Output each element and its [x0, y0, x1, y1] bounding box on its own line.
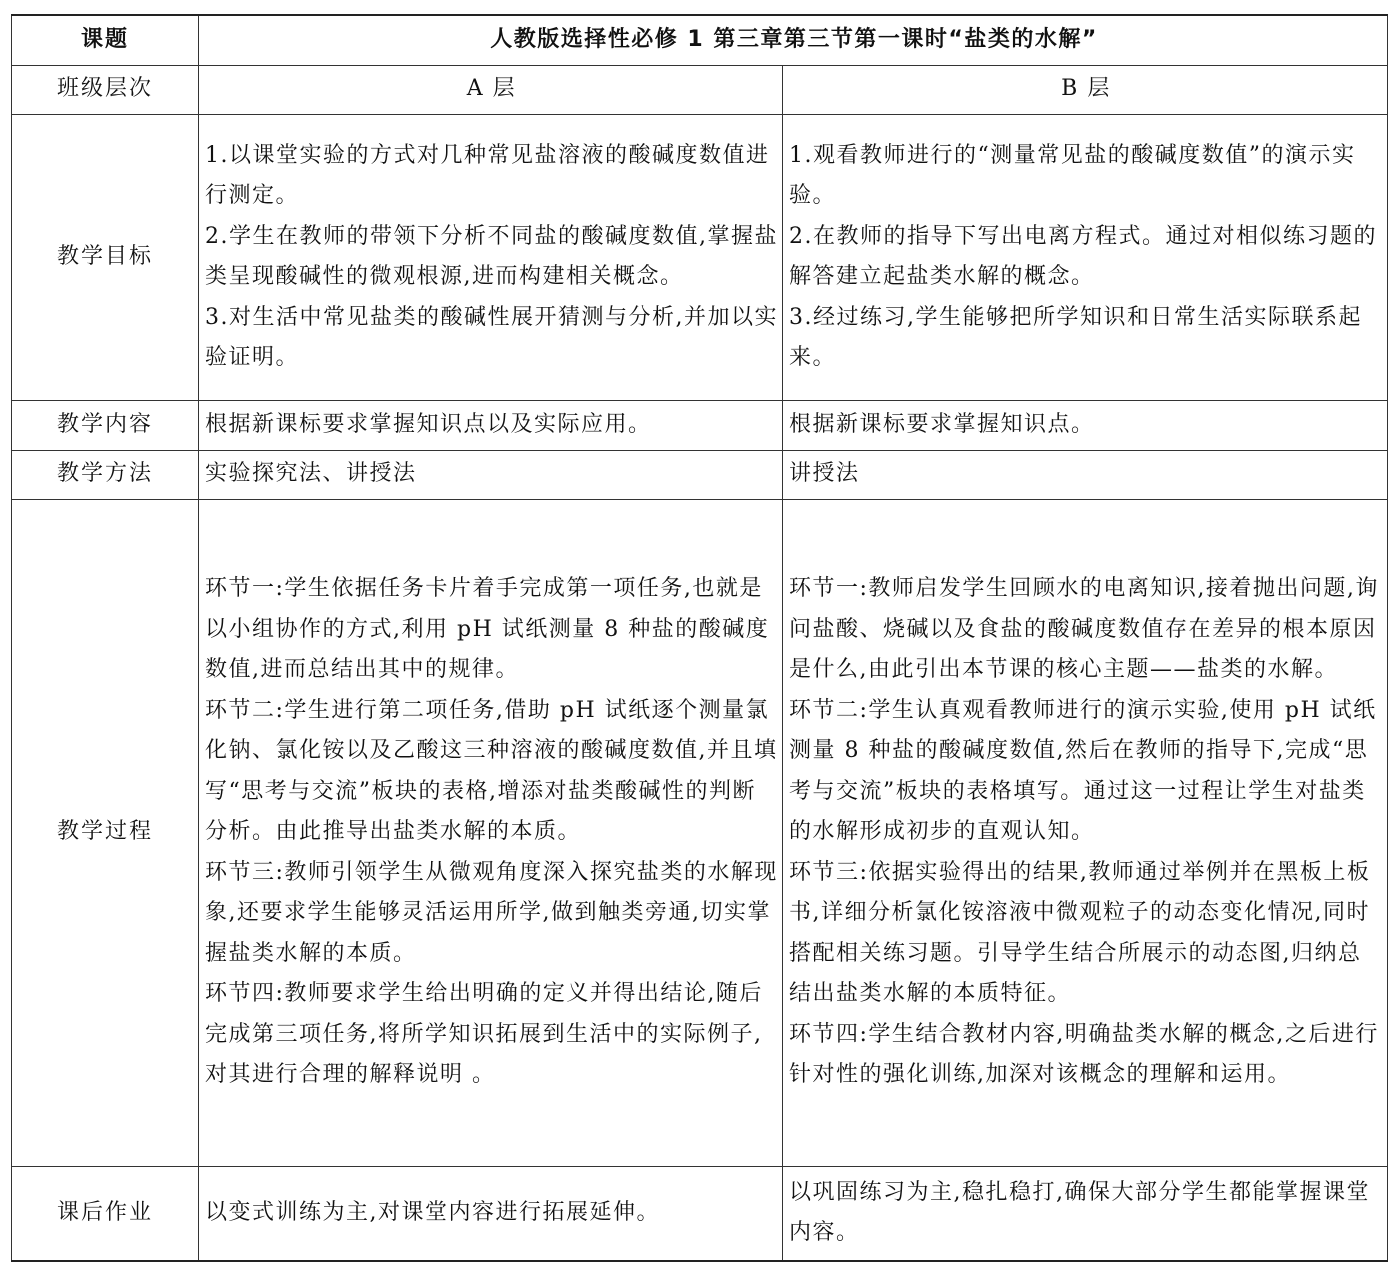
row-topic [12, 15, 1388, 65]
level-b: B 层 [783, 65, 1388, 114]
row-level [12, 65, 1388, 114]
process-a-step: 环节四:教师要求学生给出明确的定义并得出结论,随后完成第三项任务,将所学知识拓展到生活中的实际例子,对其进行合理的解释说明 。 [205, 981, 763, 1088]
row-content [12, 400, 1388, 450]
topic-label: 课题 [12, 15, 199, 65]
goals-a-item: 2.学生在教师的带领下分析不同盐的酸碱度数值,掌握盐类呈现酸碱性的微观根源,进而构建相关概念。 [205, 223, 778, 289]
goals-b-item: 2.在教师的指导下写出电离方程式。通过对相似练习题的解答建立起盐类水解的概念。 [789, 223, 1377, 289]
method-b: 讲授法 [783, 450, 1388, 499]
row-goals [12, 114, 1388, 400]
goals-b-item: 3.经过练习,学生能够把所学知识和日常生活实际联系起来。 [789, 304, 1362, 370]
goals-a [199, 114, 783, 400]
process-a-step: 环节三:教师引领学生从微观角度深入探究盐类的水解现象,还要求学生能够灵活运用所学,做到触类旁通,切实掌握盐类水解的本质。 [205, 859, 778, 966]
process-b-step: 环节三:依据实验得出的结果,教师通过举例并在黑板上板书,详细分析氯化铵溶液中微观粒子的动态变化情况,同时搭配相关练习题。引导学生结合所展示的动态图,归纳总结出盐类水解的本质特征。 [789, 859, 1371, 1007]
method-label: 教学方法 [12, 450, 199, 499]
process-label: 教学过程 [12, 499, 199, 1166]
topic-value: 人教版选择性必修 1 第三章第三节第一课时“盐类的水解” [199, 15, 1388, 65]
row-homework [12, 1166, 1388, 1261]
method-a: 实验探究法、讲授法 [199, 450, 783, 499]
row-process [12, 499, 1388, 1166]
content-b: 根据新课标要求掌握知识点。 [783, 400, 1388, 450]
goals-a-item: 1.以课堂实验的方式对几种常见盐溶液的酸碱度数值进行测定。 [205, 142, 770, 208]
process-b-step: 环节四:学生结合教材内容,明确盐类水解的概念,之后进行针对性的强化训练,加深对该概念的理解和运用。 [789, 1021, 1379, 1088]
goals-b [783, 114, 1388, 400]
goals-a-item: 3.对生活中常见盐类的酸碱性展开猜测与分析,并加以实验证明。 [205, 304, 778, 370]
row-method [12, 450, 1388, 499]
level-a: A 层 [199, 65, 783, 114]
level-label: 班级层次 [12, 65, 199, 114]
goals-b-item: 1.观看教师进行的“测量常见盐的酸碱度数值”的演示实验。 [789, 142, 1356, 208]
process-b-step: 环节一:教师启发学生回顾水的电离知识,接着抛出问题,询问盐酸、烧碱以及食盐的酸碱度数值存在差异的根本原因是什么,由此引出本节课的核心主题——盐类的水解。 [789, 576, 1379, 683]
goals-label: 教学目标 [12, 114, 199, 400]
process-a-step: 环节二:学生进行第二项任务,借助 pH 试纸逐个测量氯化钠、氯化铵以及乙酸这三种溶液的酸碱度数值,并且填写“思考与交流”板块的表格,增添对盐类酸碱性的判断分析。由此推导出盐类水解的本质。 [205, 697, 778, 845]
homework-a: 以变式训练为主,对课堂内容进行拓展延伸。 [199, 1166, 783, 1261]
process-a [199, 499, 783, 1166]
homework-label: 课后作业 [12, 1166, 199, 1261]
process-a-step: 环节一:学生依据任务卡片着手完成第一项任务,也就是以小组协作的方式,利用 pH 试纸测量 8 种盐的酸碱度数值,进而总结出其中的规律。 [205, 576, 770, 683]
process-b [783, 499, 1388, 1166]
content-a: 根据新课标要求掌握知识点以及实际应用。 [199, 400, 783, 450]
homework-b: 以巩固练习为主,稳扎稳打,确保大部分学生都能掌握课堂内容。 [783, 1166, 1388, 1261]
process-b-step: 环节二:学生认真观看教师进行的演示实验,使用 pH 试纸测量 8 种盐的酸碱度数值,然后在教师的指导下,完成“思考与交流”板块的表格填写。通过这一过程让学生对盐类的水解形成初步的直观认知。 [789, 697, 1377, 845]
content-label: 教学内容 [12, 400, 199, 450]
lesson-plan-table [11, 14, 1388, 1262]
